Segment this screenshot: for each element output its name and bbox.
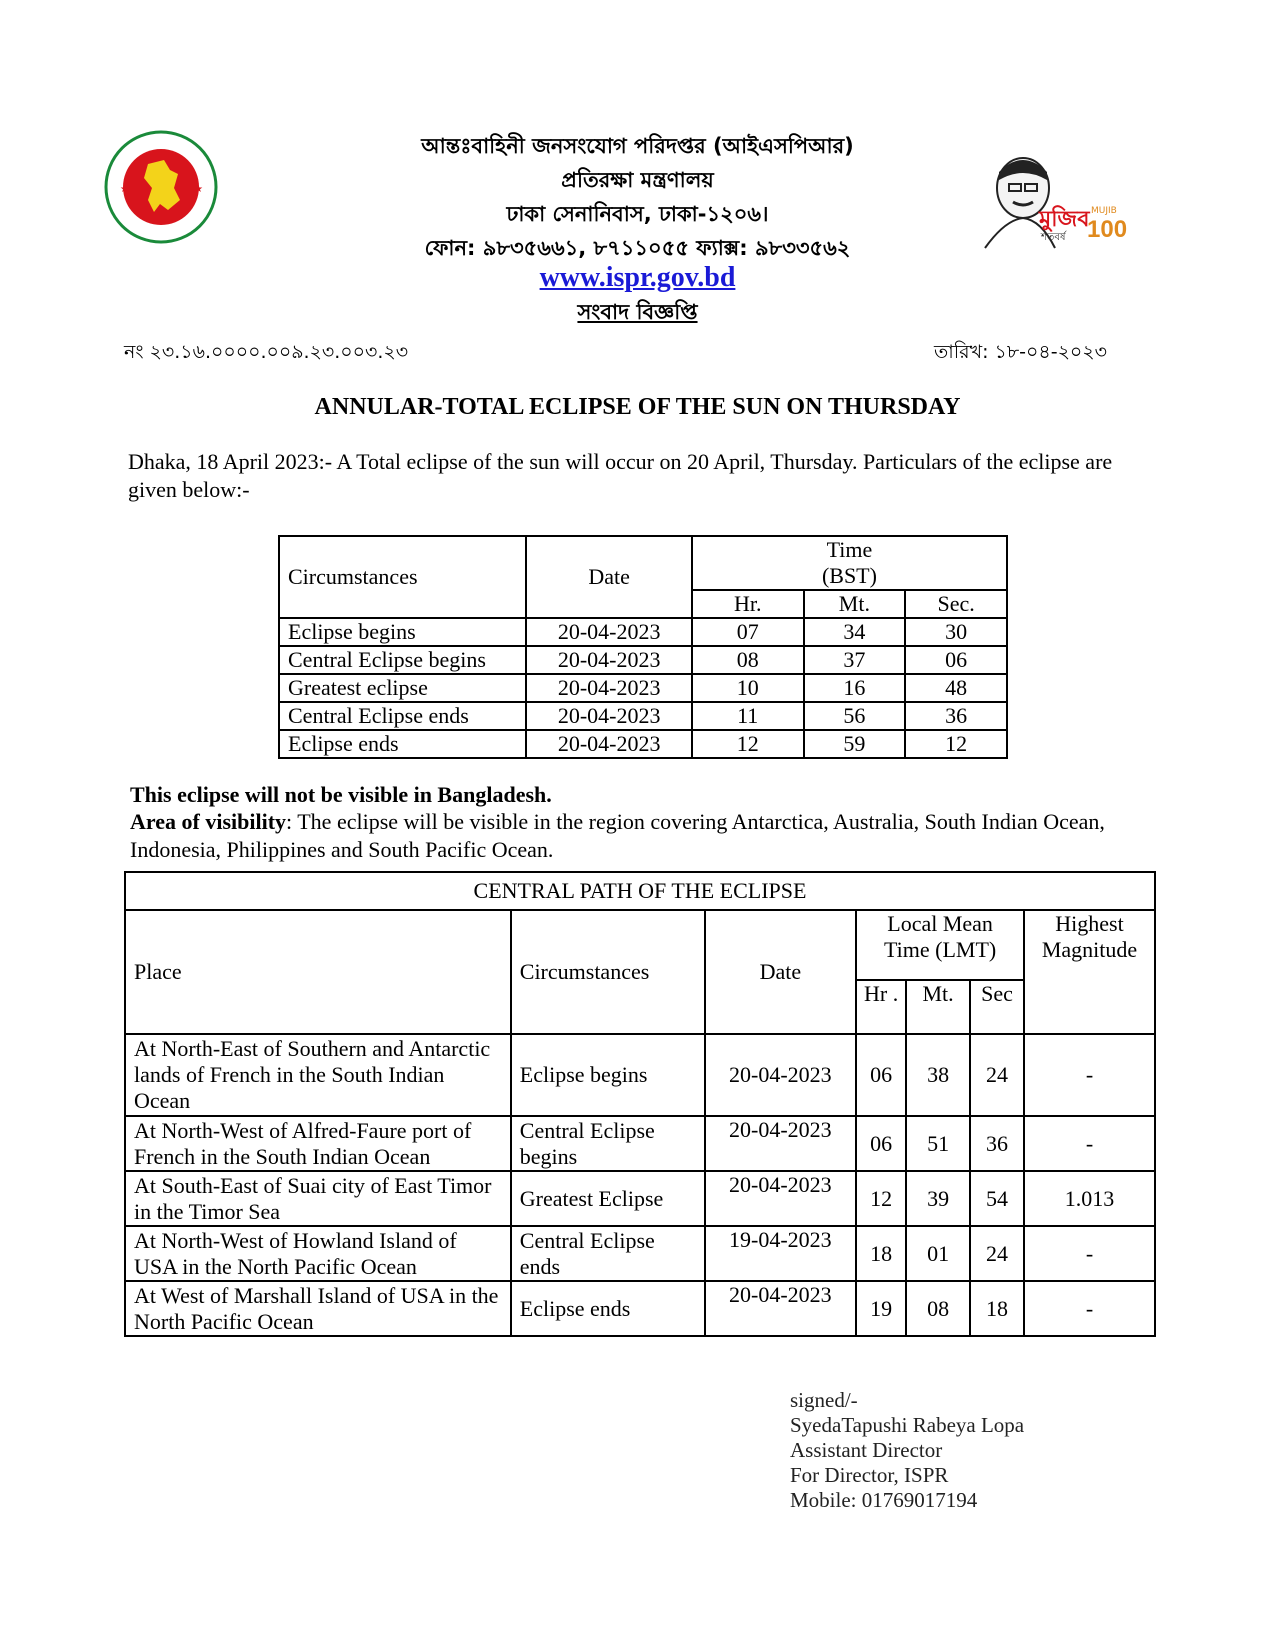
cell-date: 20-04-2023 (526, 730, 691, 758)
table-row (279, 618, 1007, 646)
col-time: Time (692, 536, 1007, 563)
mujib-100-logo (975, 150, 1128, 250)
cell-magnitude: - (1024, 1034, 1155, 1116)
cell-date: 19-04-2023 (705, 1226, 857, 1281)
cell-date: 20-04-2023 (526, 702, 691, 730)
cell-mt: 34 (804, 618, 906, 646)
central-path-table (124, 871, 1156, 1337)
mujib-logo-en-text: MUJIB (1091, 206, 1117, 216)
cell-place: At West of Marshall Island of USA in the North Pacific Ocean (125, 1281, 511, 1336)
cell-sec: 12 (905, 730, 1007, 758)
office-address: ঢাকা সেনানিবাস, ঢাকা-১২০৬। (506, 202, 769, 226)
table-row (279, 674, 1007, 702)
table-row (279, 730, 1007, 758)
cell-sec: 06 (905, 646, 1007, 674)
cell-hr: 06 (856, 1034, 906, 1116)
cell-date: 20-04-2023 (705, 1171, 857, 1226)
col-mt: Mt. (804, 590, 906, 618)
mujib-logo-bn-text: মুজিব (1039, 207, 1090, 232)
cell-mt: 56 (804, 702, 906, 730)
central-path-caption: CENTRAL PATH OF THE ECLIPSE (125, 872, 1155, 910)
col-time-zone: (BST) (692, 563, 1007, 590)
cell-place: At North-West of Alfred-Faure port of French in the South Indian Ocean (125, 1116, 511, 1171)
cell-date: 20-04-2023 (705, 1034, 857, 1116)
cell-hr: 12 (856, 1171, 906, 1226)
cell-mt: 01 (906, 1226, 970, 1281)
table-row (125, 1281, 1155, 1336)
cell-date: 20-04-2023 (705, 1116, 857, 1171)
cell-sec: 24 (970, 1034, 1024, 1116)
cell-sec: 18 (970, 1281, 1024, 1336)
table-row (279, 646, 1007, 674)
cell-magnitude: - (1024, 1226, 1155, 1281)
col-mt-2: Mt. (906, 980, 970, 1034)
visibility-paragraph (130, 808, 1160, 864)
issue-date: তারিখ: ১৮-০৪-২০২৩ (933, 341, 1107, 363)
cell-sec: 36 (905, 702, 1007, 730)
signatory-for: For Director, ISPR (790, 1463, 949, 1487)
signatory-designation: Assistant Director (790, 1438, 943, 1462)
cell-circumstance: Central Eclipse begins (279, 646, 526, 674)
cell-mt: 08 (906, 1281, 970, 1336)
cell-hr: 19 (856, 1281, 906, 1336)
col-date: Date (526, 536, 691, 618)
col-lmt: Local Mean Time (LMT) (856, 910, 1024, 980)
cell-circumstance: Central Eclipse ends (511, 1226, 705, 1281)
col-sec: Sec. (905, 590, 1007, 618)
col-magnitude: Highest Magnitude (1024, 910, 1155, 1034)
col-sec-2: Sec (970, 980, 1024, 1034)
cell-hr: 11 (692, 702, 804, 730)
cell-place: At South-East of Suai city of East Timor in the Timor Sea (125, 1171, 511, 1226)
col-circumstances: Circumstances (279, 536, 526, 618)
cell-hr: 07 (692, 618, 804, 646)
signatory-mobile: Mobile: 01769017194 (790, 1488, 978, 1512)
cell-place: At North-West of Howland Island of USA in the North Pacific Ocean (125, 1226, 511, 1281)
cell-mt: 39 (906, 1171, 970, 1226)
cell-sec: 48 (905, 674, 1007, 702)
mujib-logo-sub-text: শতবর্ষ (1041, 232, 1066, 243)
cell-sec: 30 (905, 618, 1007, 646)
table-row (125, 1116, 1155, 1171)
intro-paragraph: Dhaka, 18 April 2023:- A Total eclipse of the sun will occur on 20 April, Thursday. Particulars of the eclipse are given below:- (128, 449, 1113, 502)
signatory-name: SyedaTapushi Rabeya Lopa (790, 1413, 1025, 1437)
office-name: আন্তঃবাহিনী জনসংযোগ পরিদপ্তর (আইএসপিআর) (421, 134, 854, 158)
website-link[interactable]: www.ispr.gov.bd (539, 262, 736, 293)
cell-mt: 51 (906, 1116, 970, 1171)
cell-mt: 16 (804, 674, 906, 702)
table-row (125, 1034, 1155, 1116)
cell-date: 20-04-2023 (526, 674, 691, 702)
cell-date: 20-04-2023 (526, 618, 691, 646)
visibility-label: Area of visibility (130, 809, 287, 834)
col-circumstances-2: Circumstances (511, 910, 705, 1034)
svg-text:★: ★ (194, 184, 203, 195)
cell-magnitude: - (1024, 1116, 1155, 1171)
cell-sec: 54 (970, 1171, 1024, 1226)
cell-mt: 37 (804, 646, 906, 674)
cell-place: At North-East of Southern and Antarctic lands of French in the South Indian Ocean (125, 1034, 511, 1116)
svg-text:★: ★ (120, 184, 129, 195)
cell-hr: 10 (692, 674, 804, 702)
signed-mark: signed/- (790, 1388, 858, 1412)
cell-circumstance: Eclipse begins (511, 1034, 705, 1116)
cell-circumstance: Central Eclipse begins (511, 1116, 705, 1171)
cell-date: 20-04-2023 (705, 1281, 857, 1336)
page-title: ANNULAR-TOTAL ECLIPSE OF THE SUN ON THURSDAY (314, 394, 961, 420)
col-place: Place (125, 910, 511, 1034)
col-hr-2: Hr . (856, 980, 906, 1034)
not-visible-note: This eclipse will not be visible in Bangladesh. (130, 782, 552, 807)
cell-magnitude: 1.013 (1024, 1171, 1155, 1226)
cell-date: 20-04-2023 (526, 646, 691, 674)
cell-mt: 38 (906, 1034, 970, 1116)
cell-hr: 06 (856, 1116, 906, 1171)
table-row (279, 702, 1007, 730)
signature-block (790, 1388, 1024, 1513)
cell-sec: 36 (970, 1116, 1024, 1171)
cell-magnitude: - (1024, 1281, 1155, 1336)
office-phone: ফোন: ৯৮৩৫৬৬১, ৮৭১১০৫৫ ফ্যাক্স: ৯৮৩৩৫৬২ (424, 236, 851, 260)
cell-hr: 18 (856, 1226, 906, 1281)
visibility-text: : The eclipse will be visible in the region covering Antarctica, Australia, South Indian Ocean, Indonesia, Philippines and South Pacific Ocean. (130, 809, 1105, 862)
cell-circumstance: Eclipse ends (511, 1281, 705, 1336)
col-hr: Hr. (692, 590, 804, 618)
cell-circumstance: Central Eclipse ends (279, 702, 526, 730)
website-wrapper (0, 262, 1275, 294)
cell-hr: 12 (692, 730, 804, 758)
reference-number: নং ২৩.১৬.০০০০.০০৯.২৩.০০৩.২৩ (124, 341, 409, 363)
table-row (125, 1171, 1155, 1226)
cell-hr: 08 (692, 646, 804, 674)
press-release-label: সংবাদ বিজ্ঞপ্তি (577, 300, 698, 324)
table-row (125, 1226, 1155, 1281)
cell-circumstance: Eclipse begins (279, 618, 526, 646)
cell-circumstance: Greatest eclipse (279, 674, 526, 702)
mujib-logo-number: 100 (1087, 216, 1128, 243)
cell-mt: 59 (804, 730, 906, 758)
cell-circumstance: Greatest Eclipse (511, 1171, 705, 1226)
cell-circumstance: Eclipse ends (279, 730, 526, 758)
bst-timing-table (278, 535, 1008, 759)
col-date-2: Date (705, 910, 857, 1034)
cell-sec: 24 (970, 1226, 1024, 1281)
ministry-name: প্রতিরক্ষা মন্ত্রণালয় (561, 168, 714, 192)
